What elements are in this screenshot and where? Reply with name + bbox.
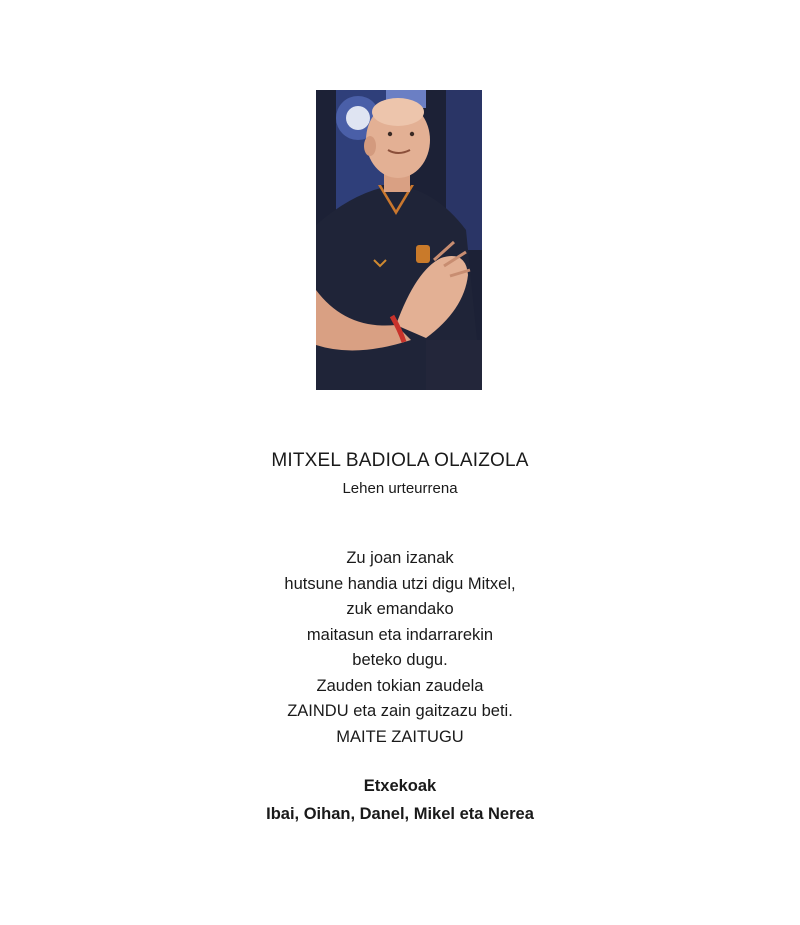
poem-line: Zu joan izanak <box>346 549 454 567</box>
signature-title: Etxekoak <box>363 777 437 795</box>
poem-line: beteko dugu. <box>352 651 448 669</box>
memorial-poem <box>0 546 800 750</box>
portrait-illustration <box>316 90 482 390</box>
deceased-name: MITXEL BADIOLA OLAIZOLA <box>271 450 529 471</box>
poem-line: Zauden tokian zaudela <box>316 676 484 695</box>
poem-line: maitasun eta indarrarekin <box>306 625 494 644</box>
portrait-photo <box>316 90 482 390</box>
poem-line: MAITE ZAITUGU <box>336 727 464 746</box>
anniversary-subtitle: Lehen urteurrena <box>342 480 458 497</box>
poem-line: ZAINDU eta zain gaitzazu beti. <box>287 702 513 720</box>
signature-names: Ibai, Oihan, Danel, Mikel eta Nerea <box>266 805 534 823</box>
poem-line: zuk emandako <box>346 600 454 618</box>
poem-line: hutsune handia utzi digu Mitxel, <box>284 574 516 593</box>
